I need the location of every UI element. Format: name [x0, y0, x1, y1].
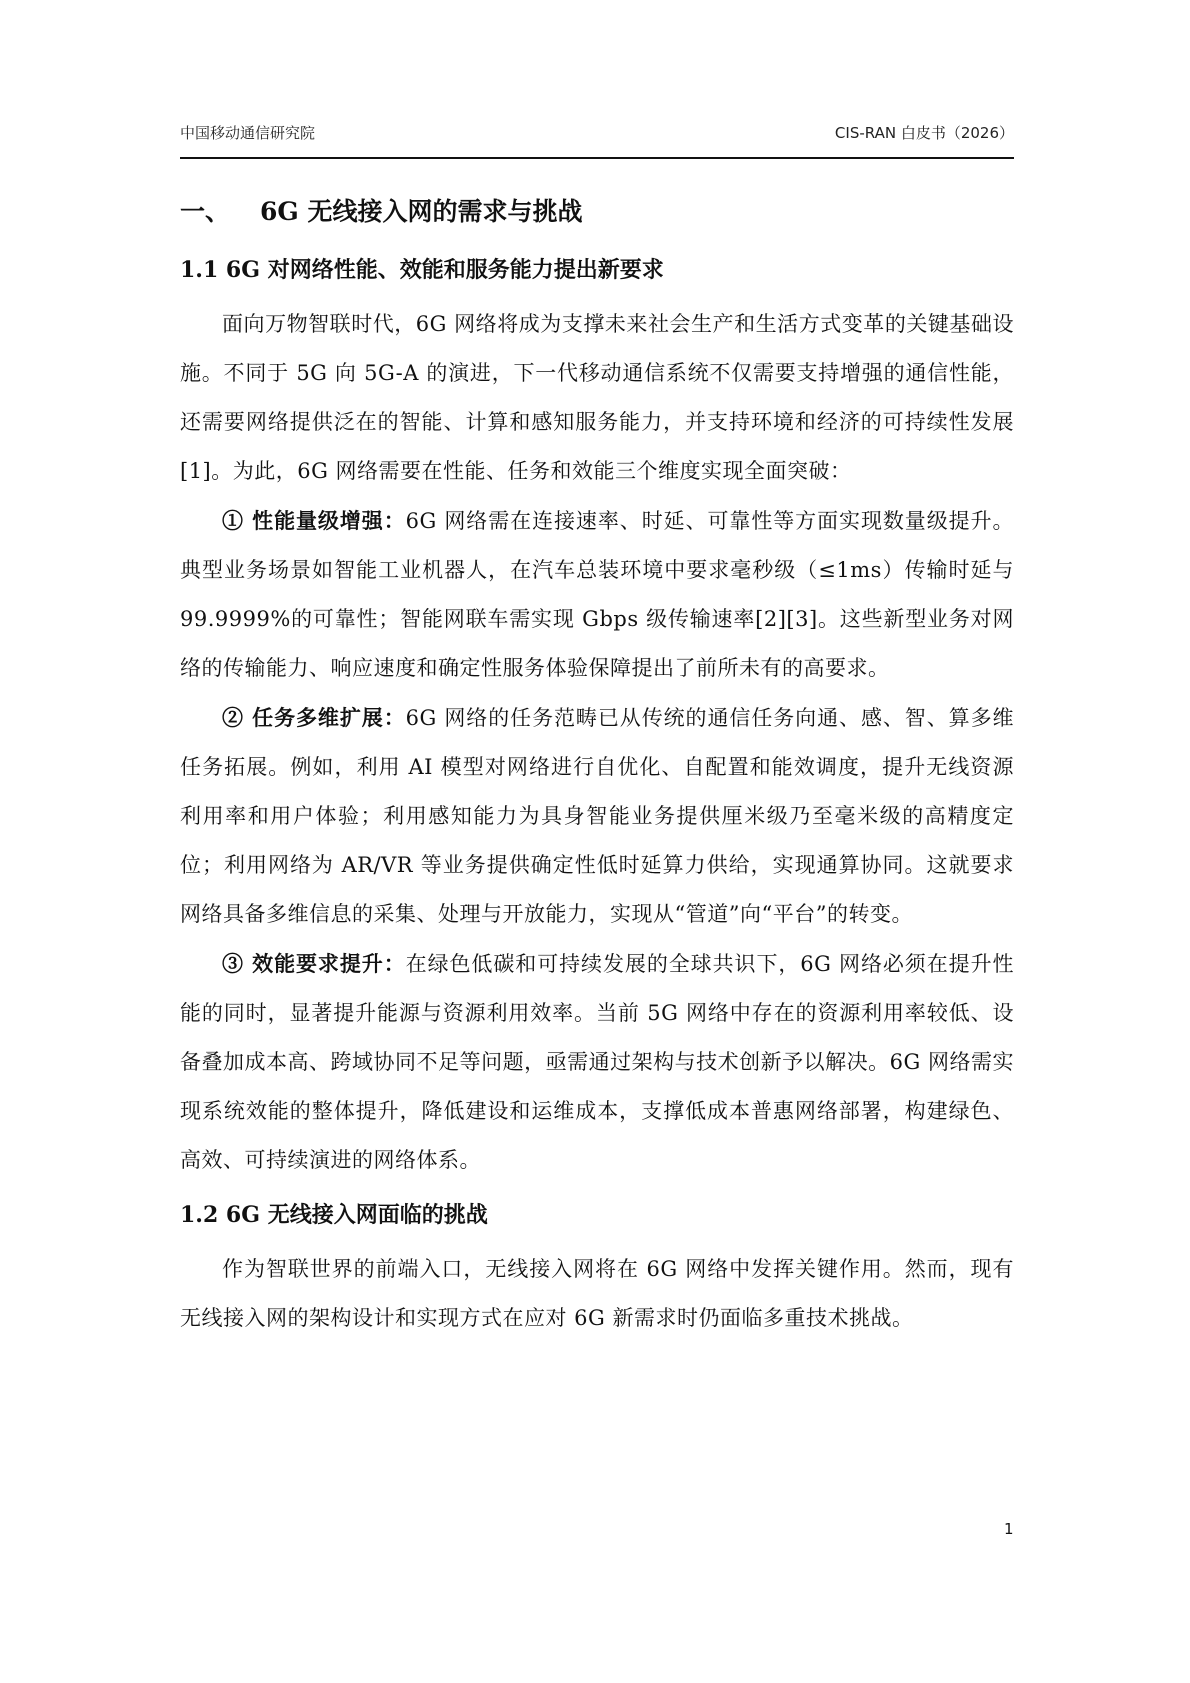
page-number: 1 [1004, 1520, 1014, 1538]
paragraph-body: 6G 网络的任务范畴已从传统的通信任务向通、感、智、算多维任务拓展。例如，利用 AI 模型对网络进行自优化、自配置和能效调度，提升无线资源利用率和用户体验；利用感知能力为具身智能业务提供厘米级乃至毫米级的高精度定位；利用网络为 AR/VR 等业务提供确定性低时延算力供给，实现通算协同。这就要求网络具备多维信息的采集、处理与开放能力，实现从“管道”向“平台”的转变。 [180, 706, 1014, 926]
paragraph-challenges: 作为智联世界的前端入口，无线接入网将在 6G 网络中发挥关键作用。然而，现有无线接入网的架构设计和实现方式在应对 6G 新需求时仍面临多重技术挑战。 [180, 1257, 1014, 1330]
header-divider [180, 157, 1014, 159]
section-number: 一、 [180, 197, 231, 226]
subsection-heading-1-1: 1.1 6G 对网络性能、效能和服务能力提出新要求 [180, 257, 664, 283]
header-document-title: CIS-RAN 白皮书（2026） [834, 124, 1014, 142]
section-heading [180, 188, 1014, 236]
paragraph-body: 6G 网络需在连接速率、时延、可靠性等方面实现数量级提升。典型业务场景如智能工业机器人，在汽车总装环境中要求毫秒级（≤1ms）传输时延与 99.9999%的可靠性；智能网联车需实现 Gbps 级传输速率[2][3]。这些新型业务对网络的传输能力、响应速度和确定性服务体验保障提出了前所未有的高要求。 [180, 509, 1014, 680]
page-header [180, 118, 1014, 152]
paragraph-lead: ① 性能量级增强： [222, 508, 406, 533]
header-organization: 中国移动通信研究院 [180, 124, 316, 142]
paragraph-body: 在绿色低碳和可持续发展的全球共识下，6G 网络必须在提升性能的同时，显著提升能源与资源利用效率。当前 5G 网络中存在的资源利用率较低、设备叠加成本高、跨域协同不足等问题，亟需通过架构与技术创新予以解决。6G 网络需实现系统效能的整体提升，降低建设和运维成本，支撑低成本普惠网络部署，构建绿色、高效、可持续演进的网络体系。 [180, 952, 1014, 1172]
section-title: 6G 无线接入网的需求与挑战 [260, 197, 583, 226]
subsection-heading-1-2: 1.2 6G 无线接入网面临的挑战 [180, 1202, 488, 1228]
paragraph-performance [180, 496, 1014, 693]
paragraph-intro: 面向万物智联时代，6G 网络将成为支撑未来社会生产和生活方式变革的关键基础设施。不同于 5G 向 5G-A 的演进，下一代移动通信系统不仅需要支持增强的通信性能，还需要网络提供泛在的智能、计算和感知服务能力，并支持环境和经济的可持续性发展[1]。为此，6G 网络需要在性能、任务和效能三个维度实现全面突破： [180, 312, 1014, 483]
paragraph-lead: ③ 效能要求提升： [222, 951, 406, 976]
paragraph-efficiency [180, 939, 1014, 1185]
paragraph-lead: ② 任务多维扩展： [222, 705, 406, 730]
page-content [180, 180, 1014, 1343]
paragraph-tasks [180, 693, 1014, 939]
